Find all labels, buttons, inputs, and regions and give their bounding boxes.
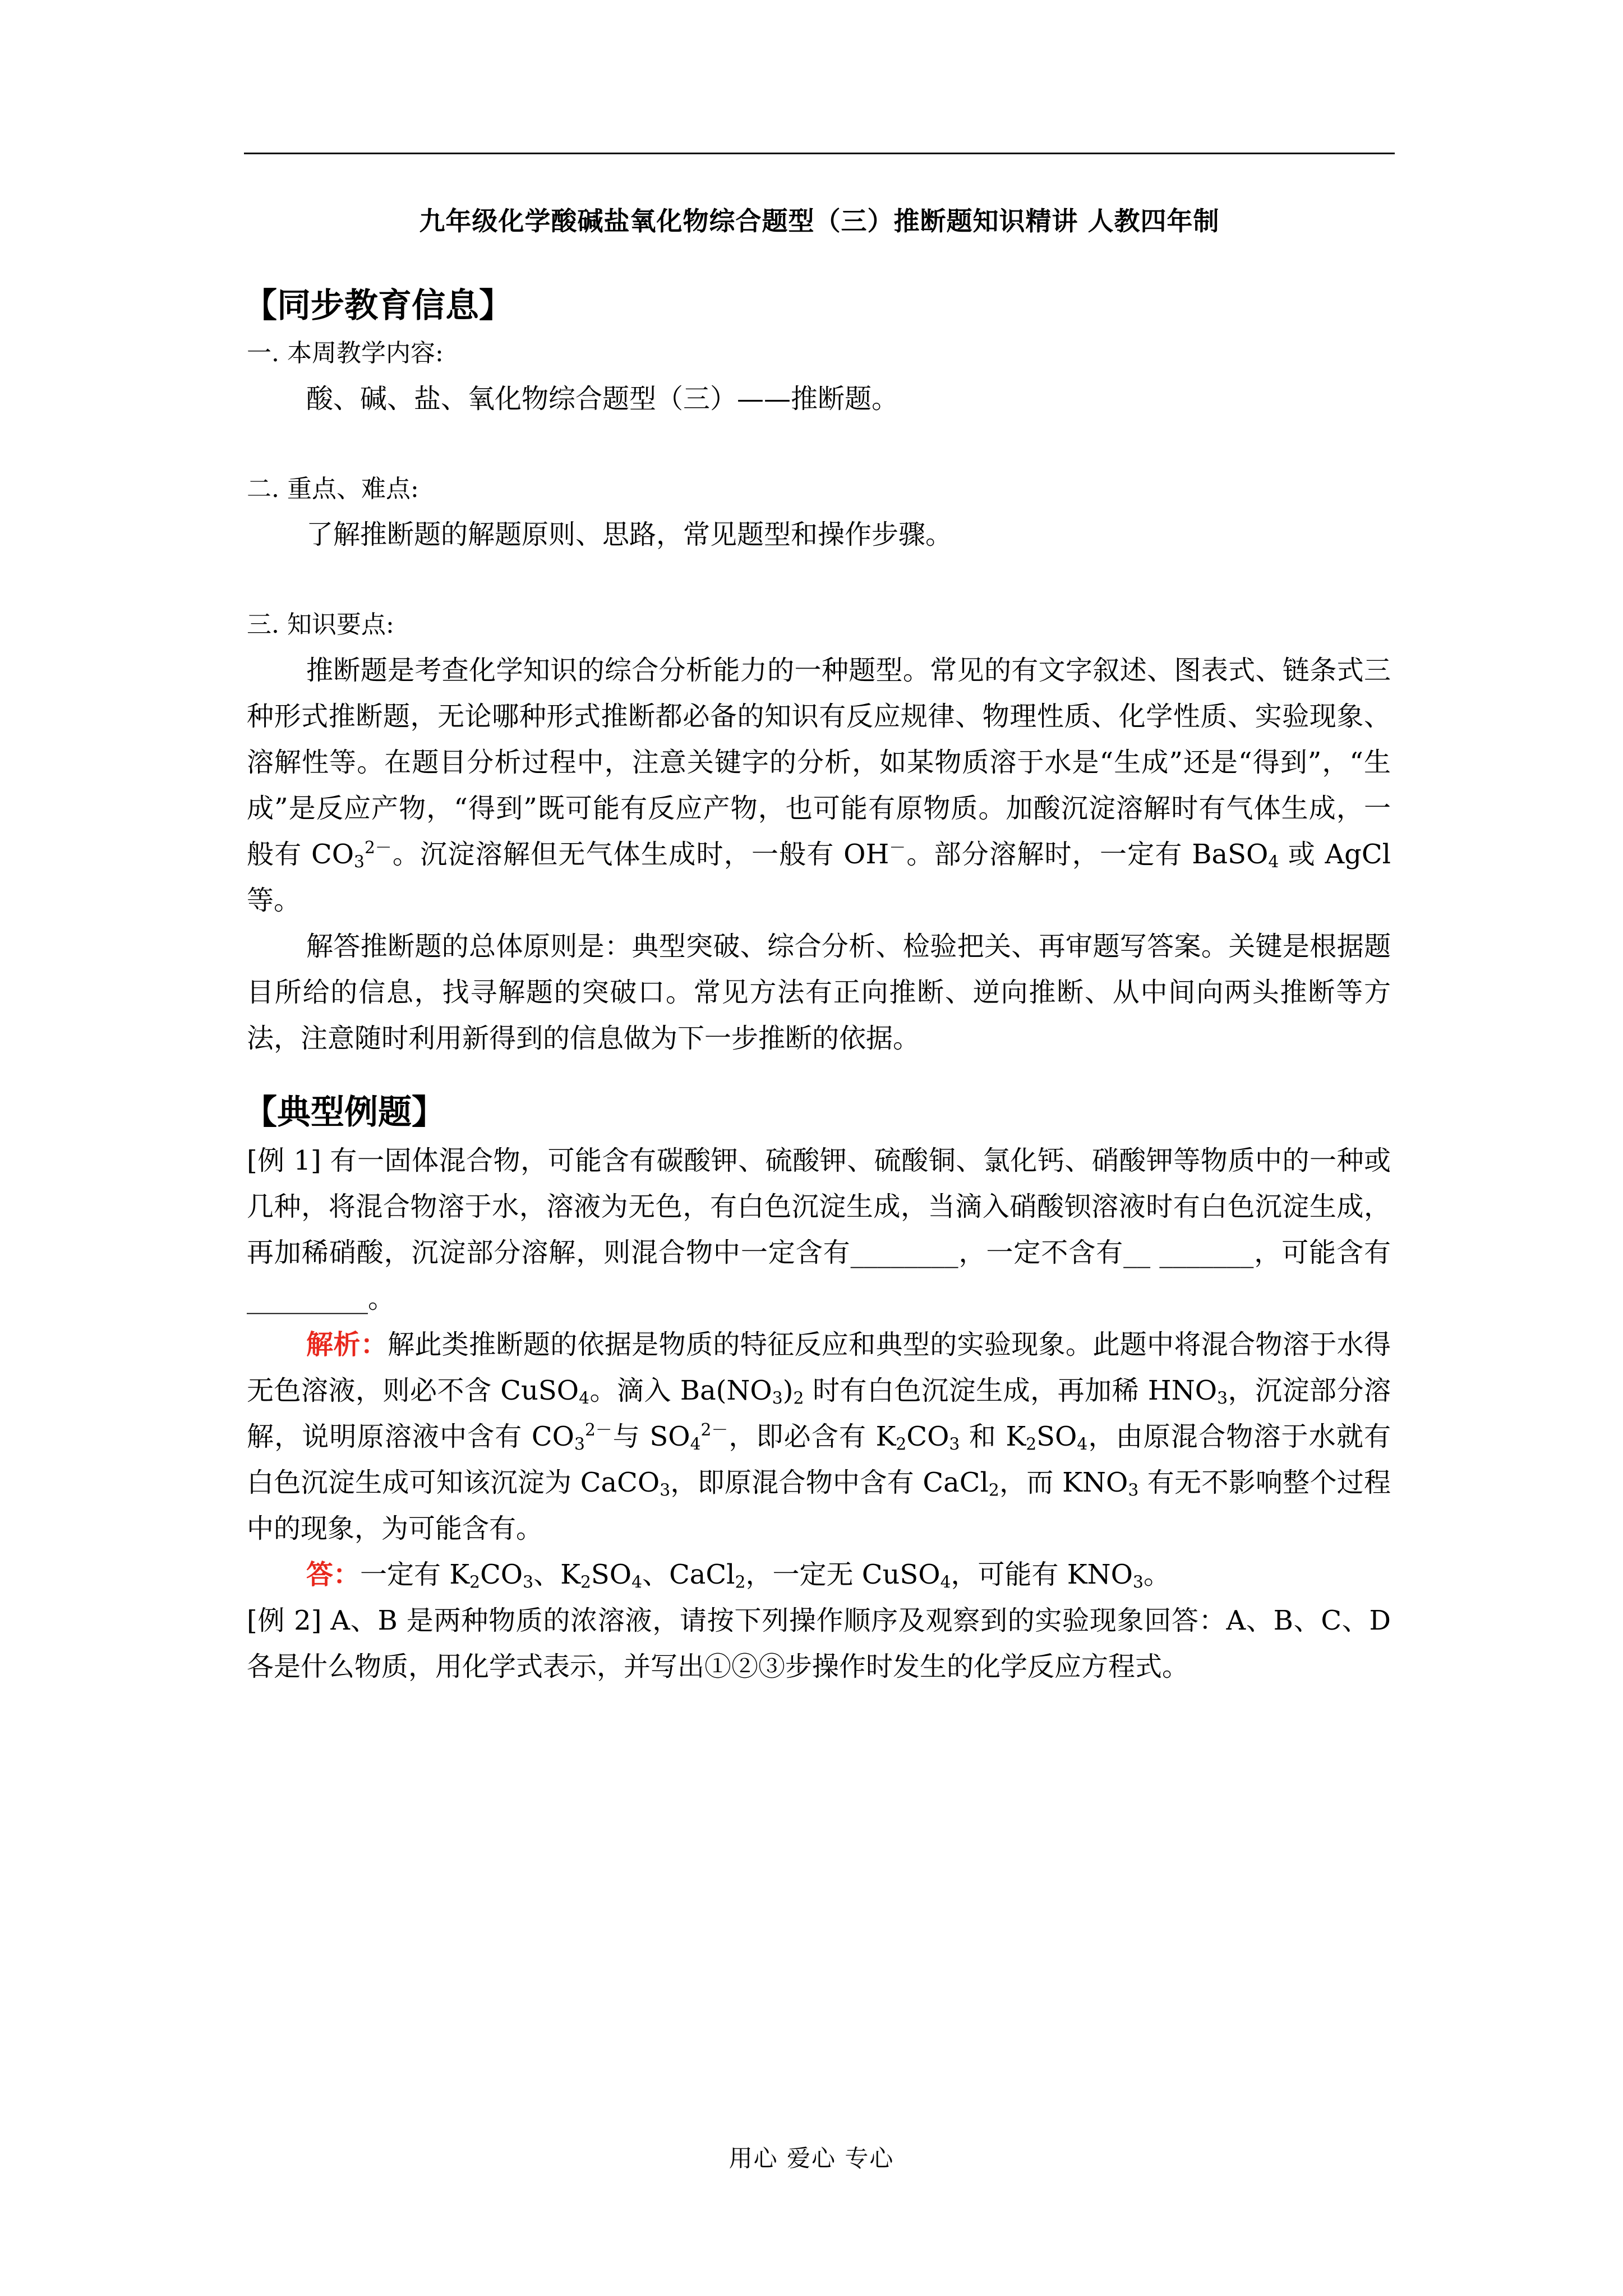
subsection-label-key-points: 二. 重点、难点: bbox=[247, 475, 419, 503]
knowledge-paragraph-1: 推断题是考查化学知识的综合分析能力的一种题型。常见的有文字叙述、图表式、链条式三种形式推断题，无论哪种形式推断都必备的知识有反应规律、物理性质、化学性质、实验现象、溶解性等。在题目分析过程中，注意关键字的分析，如某物质溶于水是“生成”还是“得到”，“生成”是反应产物，“得到”既可能有反应产物，也可能有原物质。加酸沉淀溶解时有气体生成，一般有 $CO_3^{2-}$。沉淀溶解但无气体生成时，一般有 OH－。部分溶解时，一定有 BaSO$_4$ 或 AgCl 等。 bbox=[247, 655, 1391, 916]
section-heading-examples: 【典型例题】 bbox=[243, 1093, 445, 1132]
document-body bbox=[243, 280, 1391, 1690]
example-2-question: [例 2] A、B 是两种物质的浓溶液，请按下列操作顺序及观察到的实验现象回答：A、B、C、D 各是什么物质，用化学式表示，并写出①②③步操作时发生的化学反应方程式。 bbox=[247, 1605, 1391, 1682]
example-1-answer: 答：一定有 $K_2CO_3$、$K_2SO_4$、CaCl$_2$，一定无 CuSO$_4$，可能有 $KNO_3$。 bbox=[306, 1559, 1170, 1593]
header-rule bbox=[244, 153, 1395, 154]
analysis-label: 解析： bbox=[306, 1329, 388, 1360]
knowledge-paragraph-2: 解答推断题的总体原则是：典型突破、综合分析、检验把关、再审题写答案。关键是根据题目所给的信息，找寻解题的突破口。常见方法有正向推断、逆向推断、从中间向两头推断等方法，注意随时利用新得到的信息做为下一步推断的依据。 bbox=[247, 931, 1391, 1054]
answer-label: 答： bbox=[306, 1559, 361, 1590]
page-footer: 用心 爱心 专心 bbox=[728, 2145, 895, 2172]
document-title: 九年级化学酸碱盐氧化物综合题型（三）推断题知识精讲 人教四年制 bbox=[419, 206, 1220, 236]
example-1-analysis: 解析：解此类推断题的依据是物质的特征反应和典型的实验现象。此题中将混合物溶于水得无色溶液，则必不含 CuSO$_4$。滴入 $Ba(NO_3)_2$ 时有白色沉淀生成，再加稀 $HNO_3$，沉淀部分溶解，说明原溶液中含有 $CO_3^{2-}$与 $SO_4^{2-}$，即必含有 $K_2CO_3$ 和 $K_2SO_4$，由原混合物溶于水就有白色沉淀生成可知该沉淀为 CaCO$_3$，即原混合物中含有 CaCl$_2$，而 $KNO_3$ 有无不影响整个过程中的现象，为可能含有。 bbox=[247, 1329, 1391, 1544]
subsection-text-key-points: 了解推断题的解题原则、思路，常见题型和操作步骤。 bbox=[306, 519, 953, 550]
subsection-label-content: 一. 本周教学内容: bbox=[247, 339, 444, 367]
subsection-text-content: 酸、碱、盐、氧化物综合题型（三）——推断题。 bbox=[306, 383, 899, 415]
section-heading-sync-info: 【同步教育信息】 bbox=[243, 286, 513, 325]
subsection-label-knowledge: 三. 知识要点: bbox=[247, 610, 394, 639]
example-1-question: [例 1] 有一固体混合物，可能含有碳酸钾、硫酸钾、硫酸铜、氯化钙、硝酸钾等物质中的一种或几种，将混合物溶于水，溶液为无色，有白色沉淀生成，当滴入硝酸钡溶液时有白色沉淀生成，再加稀硝酸，沉淀部分溶解，则混合物中一定含有________，一定不含有__ _______，可能含有_________。 bbox=[247, 1145, 1391, 1314]
